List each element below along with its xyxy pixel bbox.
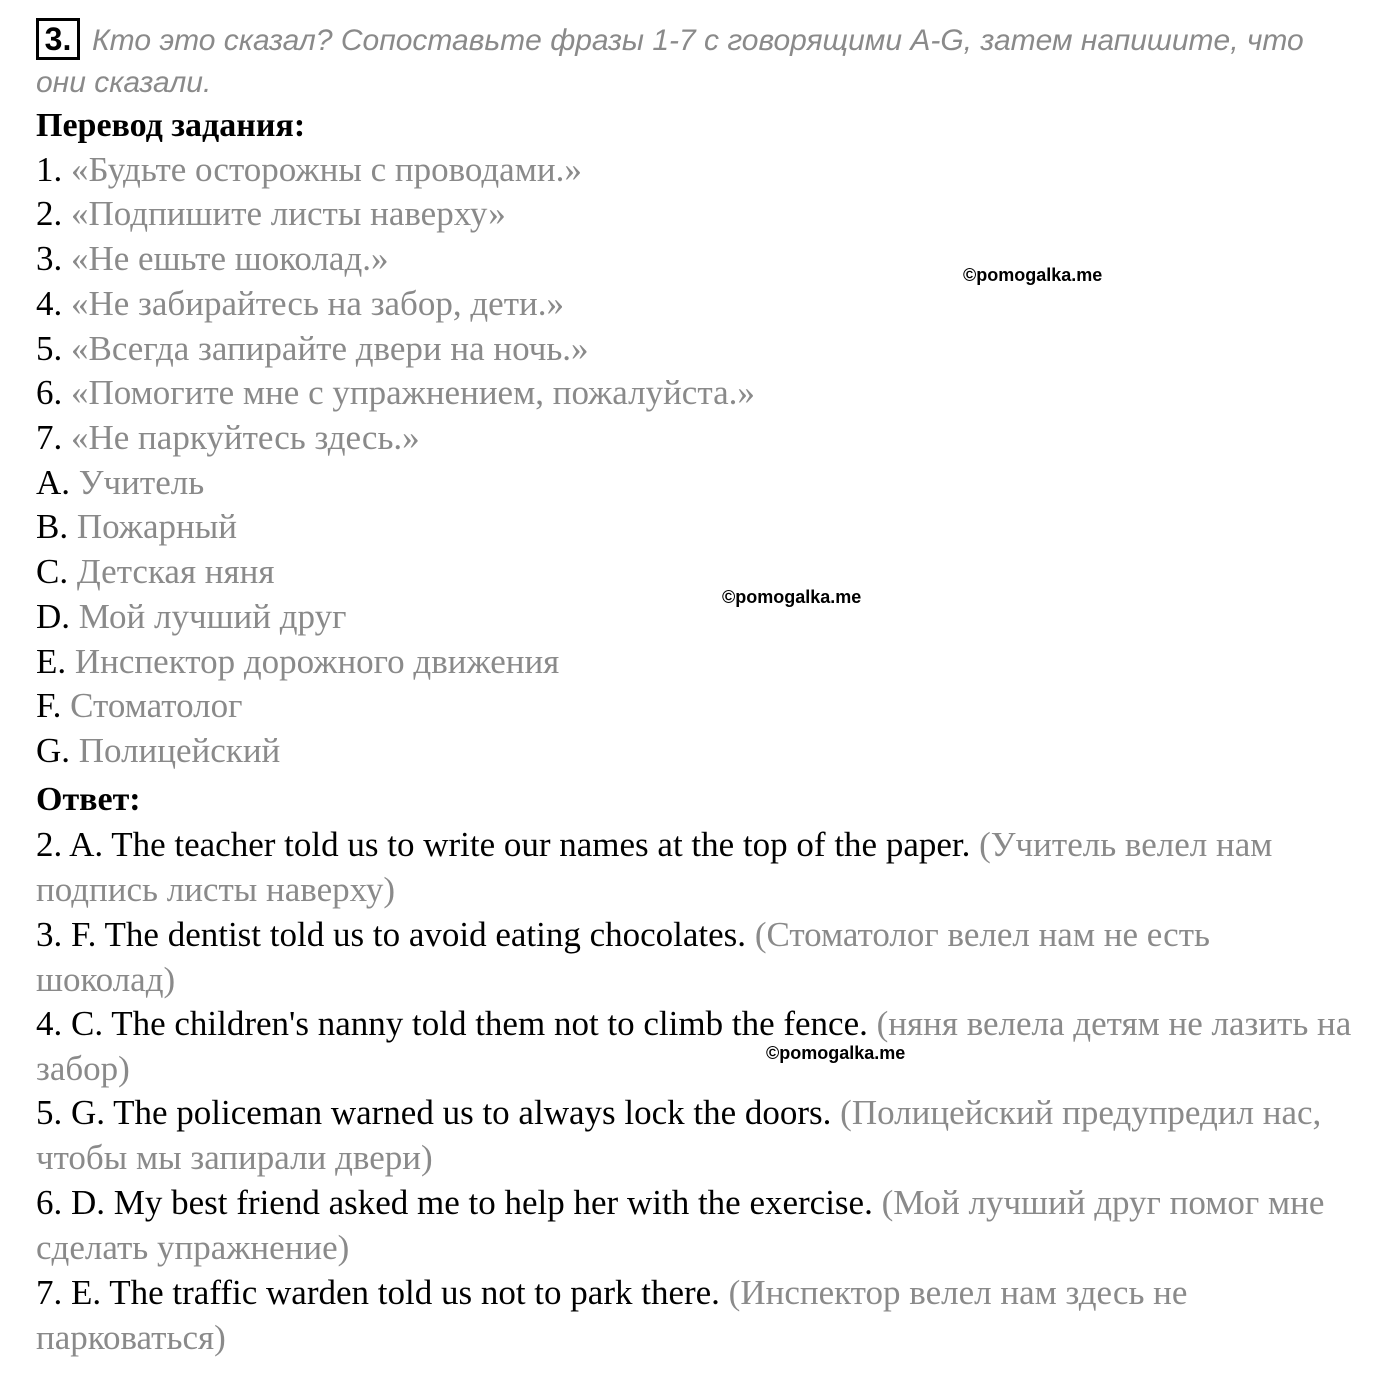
translation-heading: Перевод задания: [36,107,306,144]
speaker-letter: F. [36,686,62,725]
phrase-text: «Подпишите листы наверху» [71,194,506,233]
speaker-item [36,729,280,773]
phrase-number: 4. [36,284,63,323]
speaker-text: Мой лучший друг [78,597,347,636]
phrase-item [36,192,506,236]
phrase-item [36,327,589,371]
answer-russian: (Стоматолог велел нам не есть шоколад) [36,915,1210,999]
speaker-item [36,461,204,505]
answer-english: 5. G. The policeman warned us to always lock the doors. [36,1093,832,1132]
phrase-number: 7. [36,418,63,457]
answer-item [36,1001,1356,1091]
answer-russian: (Инспектор велел нам здесь не парковаться) [36,1273,1188,1357]
answer-english: 4. C. The children's nanny told them not to climb the fence. [36,1004,868,1043]
speaker-letter: C. [36,552,69,591]
speaker-text: Учитель [78,463,205,502]
answer-russian: (Учитель велел нам подпись листы наверху) [36,825,1273,909]
speaker-item [36,595,346,639]
speaker-letter: B. [36,507,69,546]
speaker-text: Пожарный [76,507,237,546]
speaker-letter: E. [36,642,67,681]
answer-item [36,822,1356,912]
watermark: ©pomogalka.me [963,265,1103,285]
answer-item [36,1090,1356,1180]
answer-item [36,1180,1356,1270]
watermark: ©pomogalka.me [722,587,862,607]
phrase-text: «Не паркуйтесь здесь.» [71,418,420,457]
phrase-number: 3. [36,239,63,278]
answer-russian: (Полицейский предупредил нас, чтобы мы запирали двери) [36,1093,1322,1177]
phrase-number: 1. [36,150,63,189]
task-instruction: Кто это сказал? Сопоставьте фразы 1-7 с говорящими A-G, затем напишите, что они сказали. [36,24,1304,99]
phrase-text: «Всегда запирайте двери на ночь.» [71,329,589,368]
phrase-item [36,282,564,326]
answer-item [36,912,1356,1002]
phrase-text: «Помогите мне с упражнением, пожалуйста.» [71,373,755,412]
speaker-letter: G. [36,731,71,770]
answer-heading: Ответ: [36,781,141,818]
answer-english: 7. E. The traffic warden told us not to park there. [36,1273,720,1312]
phrase-item [36,237,389,281]
answer-russian: (няня велела детям не лазить на забор) [36,1004,1352,1088]
task-number-box: 3. [36,18,80,60]
speaker-text: Стоматолог [70,686,243,725]
answer-english: 2. A. The teacher told us to write our names at the top of the paper. [36,825,971,864]
phrase-number: 5. [36,329,63,368]
phrase-item [36,416,420,460]
speaker-text: Инспектор дорожного движения [74,642,560,681]
phrase-text: «Не ешьте шоколад.» [71,239,389,278]
phrase-number: 6. [36,373,63,412]
answer-english: 6. D. My best friend asked me to help her with the exercise. [36,1183,873,1222]
speaker-text: Детская няня [76,552,275,591]
phrase-text: «Не забирайтесь на забор, дети.» [71,284,564,323]
answer-russian: (Мой лучший друг помог мне сделать упражнение) [36,1183,1325,1267]
watermark: ©pomogalka.me [766,1043,906,1063]
task-header [36,18,1336,104]
speaker-item [36,550,274,594]
speaker-letter: D. [36,597,71,636]
phrase-number: 2. [36,194,63,233]
phrase-item [36,148,582,192]
speaker-item [36,505,237,549]
phrase-text: «Будьте осторожны с проводами.» [71,150,582,189]
speaker-letter: A. [36,463,71,502]
speaker-item [36,640,559,684]
phrase-item [36,371,755,415]
answer-english: 3. F. The dentist told us to avoid eating chocolates. [36,915,747,954]
answer-item [36,1270,1356,1360]
speaker-item [36,684,242,728]
speaker-text: Полицейский [78,731,281,770]
